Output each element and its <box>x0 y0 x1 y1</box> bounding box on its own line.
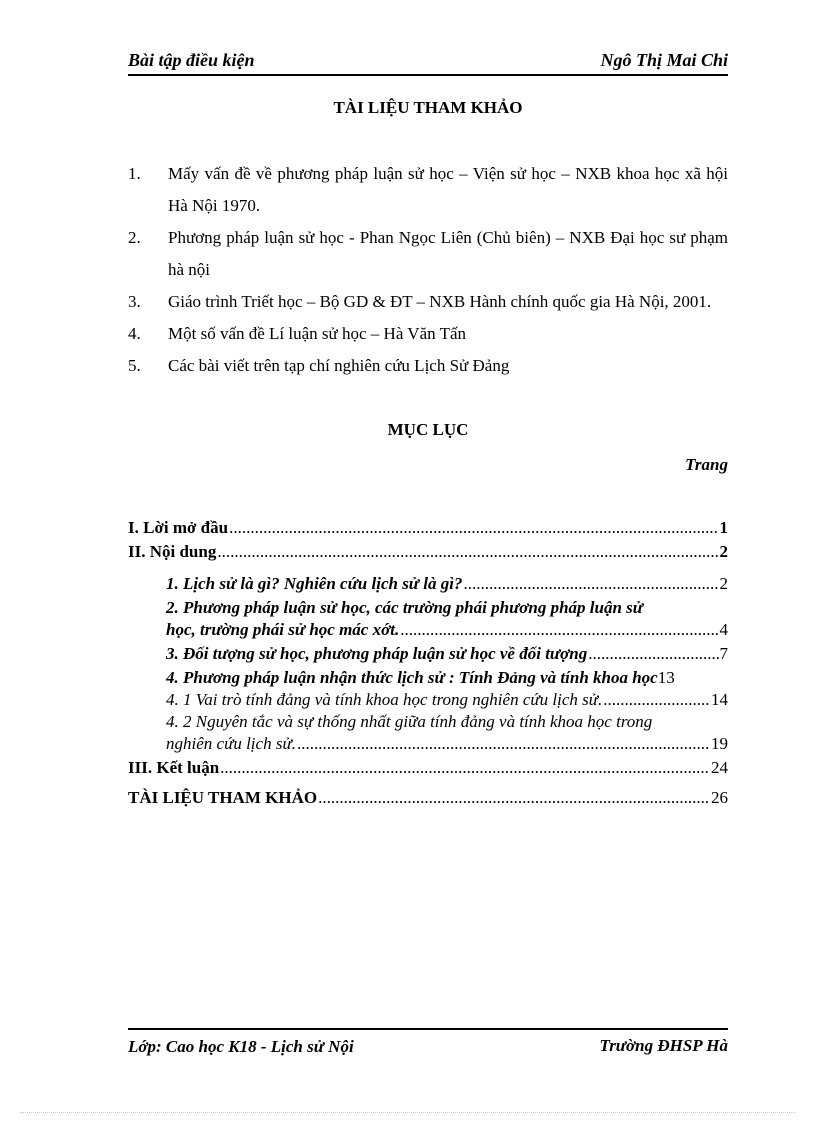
toc-entry <box>128 620 728 644</box>
toc-entry-page: 2 <box>719 542 728 561</box>
toc-entry-page: 19 <box>711 734 728 753</box>
toc-title: MỤC LỤC <box>387 420 469 439</box>
toc-leader-dots <box>588 644 718 664</box>
reference-item <box>128 286 728 318</box>
toc-entry-page: 7 <box>719 644 728 663</box>
reference-text: Một số vấn đề Lí luận sử học – Hà Văn Tấn <box>168 324 467 343</box>
references-list <box>128 158 728 382</box>
header-course-title: Bài tập điều kiện <box>128 50 255 70</box>
toc-leader-dots <box>463 574 718 594</box>
toc-entry-label: III. Kết luận <box>128 758 220 777</box>
toc-entry <box>128 542 728 566</box>
toc-entry-page: 4 <box>719 620 728 639</box>
references-title: TÀI LIỆU THAM KHẢO <box>333 98 523 117</box>
toc-entry-label: 4. Phương pháp luận nhận thức lịch sử : Tính Đảng và tính khoa học <box>166 668 658 687</box>
toc-entry-label: 4. 1 Vai trò tính đảng và tính khoa học trong nghiên cứu lịch sử. <box>166 690 603 709</box>
toc-entry <box>128 668 728 690</box>
reference-number: 2. <box>128 228 141 247</box>
toc-page-label: Trang <box>685 455 728 474</box>
page-bottom-divider <box>20 1112 796 1113</box>
reference-number: 1. <box>128 164 141 183</box>
reference-number: 5. <box>128 356 141 375</box>
page-footer <box>128 1028 728 1056</box>
reference-item <box>128 158 728 222</box>
toc-leader-dots <box>603 690 710 710</box>
toc-leader-dots <box>318 788 710 808</box>
toc-entry-label: 1. Lịch sử là gì? Nghiên cứu lịch sử là gì? <box>166 574 463 593</box>
toc-entry-label: TÀI LIỆU THAM KHẢO <box>128 788 318 807</box>
toc-leader-dots <box>400 620 718 640</box>
reference-text: Mấy vấn đề về phương pháp luận sử học – Viện sử học – NXB khoa học xã hội Hà Nội 1970. <box>168 164 728 215</box>
toc-entry-label: 3. Đối tượng sử học, phương pháp luận sử học về đối tượng <box>166 644 588 663</box>
toc-entry <box>128 518 728 542</box>
toc-entry-label-line1: 2. Phương pháp luận sử học, các trường phái phương pháp luận sử <box>166 598 643 617</box>
reference-number: 4. <box>128 324 141 343</box>
toc-entry-page: 2 <box>719 574 728 593</box>
reference-text: Phương pháp luận sử học - Phan Ngọc Liên (Chủ biên) – NXB Đại học sư phạm hà nội <box>168 228 728 279</box>
page-header <box>128 48 728 76</box>
toc-entry-label-line1: 4. 2 Nguyên tắc và sự thống nhất giữa tính đảng và tính khoa học trong <box>166 712 653 731</box>
reference-item <box>128 318 728 350</box>
reference-number: 3. <box>128 292 141 311</box>
toc-entry <box>128 758 728 788</box>
toc-leader-dots <box>217 542 718 562</box>
reference-item <box>128 222 728 286</box>
header-author-name: Ngô Thị Mai Chi <box>600 50 728 70</box>
toc-entry <box>128 644 728 668</box>
toc-entry <box>128 788 728 812</box>
toc-entry-page: 14 <box>711 690 728 709</box>
toc-entry-label: học, trường phái sử học mác xớt. <box>166 620 400 639</box>
footer-school-name: Trường ĐHSP Hà <box>599 1036 728 1055</box>
toc-leader-dots <box>229 518 718 538</box>
footer-class-name: Lớp: Cao học K18 - Lịch sử Nội <box>128 1037 354 1056</box>
toc-entry-page: 24 <box>711 758 728 777</box>
toc-entry-label: II. Nội dung <box>128 542 217 561</box>
toc-entry <box>128 734 728 758</box>
toc-entry-page: 1 <box>719 518 728 537</box>
reference-item <box>128 350 728 382</box>
toc-entry-label: nghiên cứu lịch sử. <box>166 734 296 753</box>
toc-entry-page: 13 <box>657 668 675 687</box>
toc-leader-dots <box>297 734 710 754</box>
toc-leader-dots <box>220 758 710 778</box>
toc-entry-page: 26 <box>711 788 728 807</box>
toc-entry-label: I. Lời mở đầu <box>128 518 229 537</box>
reference-text: Giáo trình Triết học – Bộ GD & ĐT – NXB Hành chính quốc gia Hà Nội, 2001. <box>168 292 712 311</box>
reference-text: Các bài viết trên tạp chí nghiên cứu Lịch Sử Đảng <box>168 356 510 375</box>
table-of-contents <box>128 518 728 812</box>
toc-entry <box>128 574 728 598</box>
toc-entry <box>128 690 728 712</box>
